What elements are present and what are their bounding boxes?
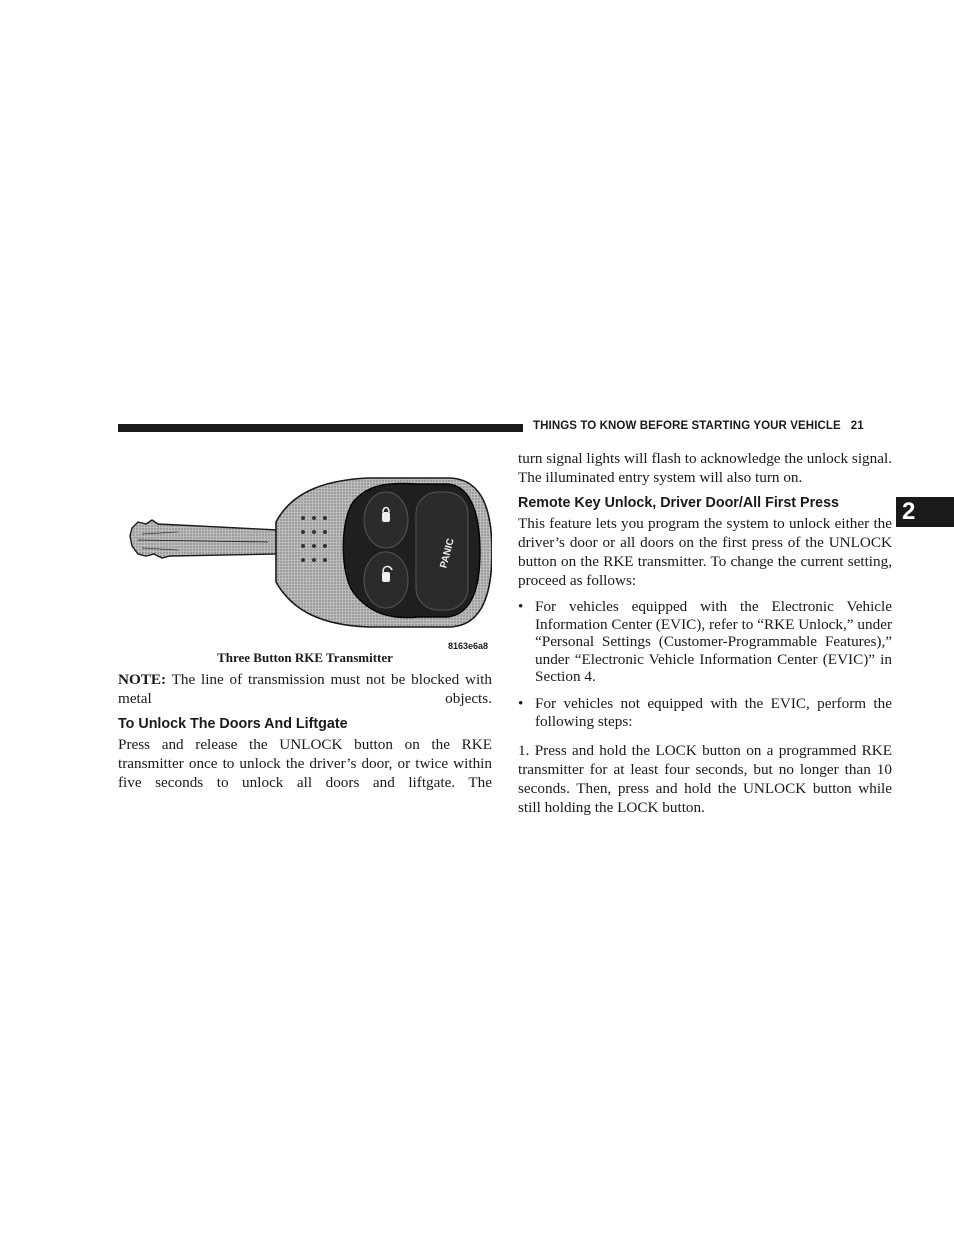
step-1-paragraph: 1. Press and hold the LOCK button on a programmed RKE transmitter for at least four seconds, but no longer than 10 seconds. Then, press and hold the UNLOCK button while still holding the LOCK button.: [518, 742, 892, 816]
bullet-icon: •: [518, 695, 524, 712]
bullet-icon: •: [518, 598, 524, 615]
key-blade: [130, 520, 278, 558]
section-heading-remote-key: Remote Key Unlock, Driver Door/All First Press: [518, 495, 839, 511]
note-text: The line of transmission must not be blocked with metal objects.: [118, 671, 492, 707]
continuation-paragraph: turn signal lights will flash to acknowledge the unlock signal. The illuminated entry system will also turn on.: [518, 450, 892, 486]
page-number: 21: [850, 420, 864, 432]
unlock-paragraph: Press and release the UNLOCK button on the RKE transmitter once to unlock the driver’s door, or twice within five seconds to unlock all doors and liftgate. The: [118, 736, 492, 791]
header-rule: [118, 424, 523, 432]
figure-code: 8163e6a8: [448, 641, 489, 651]
bullet-text: For vehicles not equipped with the EVIC, perform the following steps:: [535, 695, 892, 730]
intro-paragraph: This feature lets you program the system to unlock either the driver’s door or all doors on the first press of the UNLOCK button on the RKE transmitter. To change the current setting, proceed as follows:: [518, 515, 892, 589]
bullet-text: For vehicles equipped with the Electronic Vehicle Information Center (EVIC), refer to “RKE Unlock,” under “Personal Settings (Customer-Programmable Features),” under “Electronic Vehicle Information Center (EVIC)” in Section 4.: [535, 598, 892, 686]
chapter-tab: 2: [896, 497, 954, 527]
note-paragraph: [118, 670, 492, 708]
section-heading-unlock: To Unlock The Doors And Liftgate: [118, 716, 348, 732]
section-title: THINGS TO KNOW BEFORE STARTING YOUR VEHICLE: [533, 420, 841, 432]
note-label: NOTE:: [118, 671, 167, 688]
list-item: [518, 598, 892, 686]
figure-caption: Three Button RKE Transmitter: [217, 650, 393, 665]
panic-label: PANIC: [438, 537, 457, 570]
rke-key-fob-illustration: [118, 462, 492, 657]
list-item: [518, 695, 892, 730]
running-header: [533, 420, 864, 432]
